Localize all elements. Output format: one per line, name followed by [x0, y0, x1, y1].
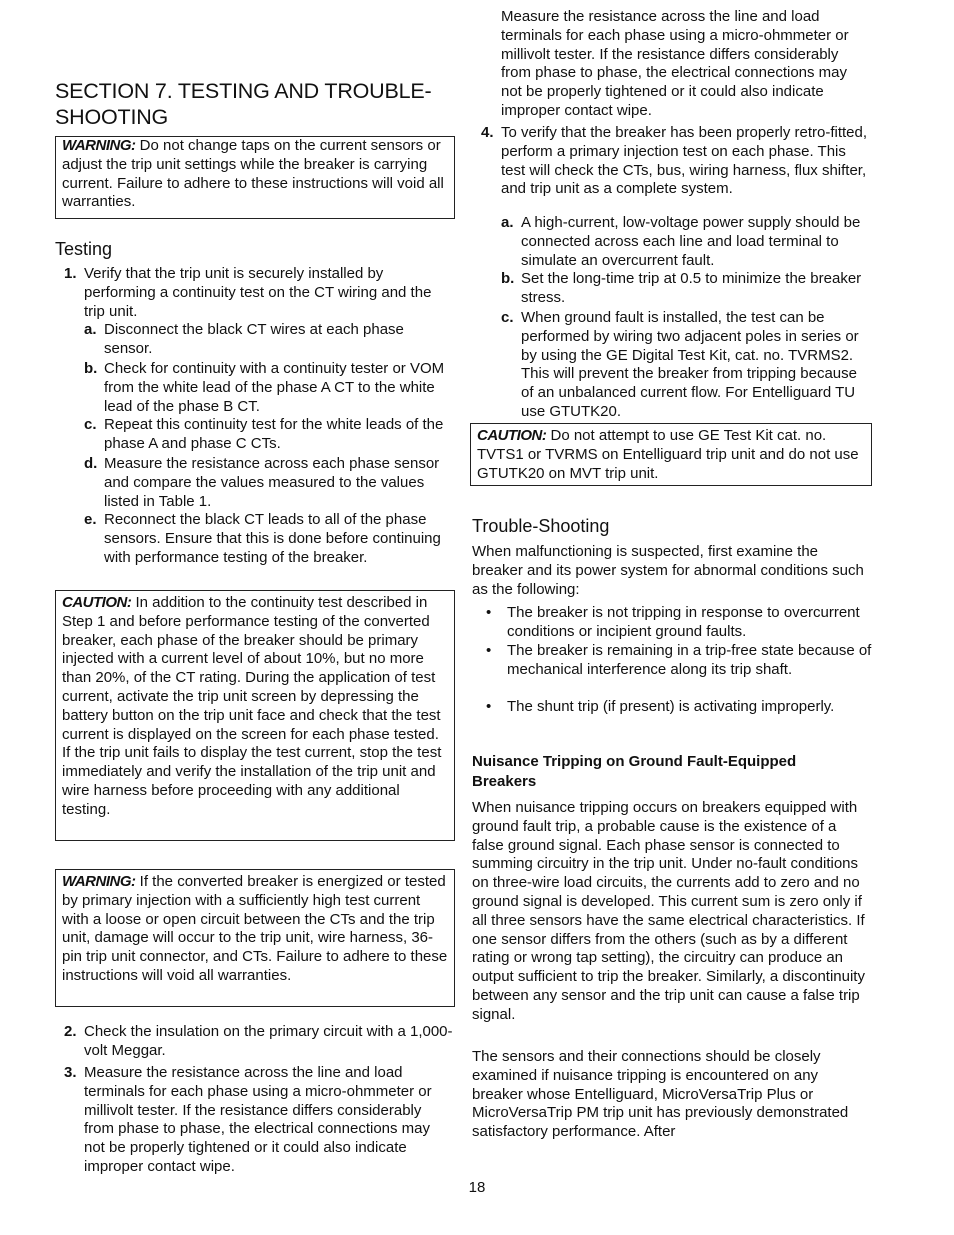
caution-label: CAUTION: — [62, 594, 132, 611]
caution-box-test-kit — [470, 423, 872, 486]
step-3-continued — [501, 8, 872, 121]
substep-text: Disconnect the black CT wires at each phase sensor. — [104, 321, 404, 357]
substep-letter: c. — [84, 416, 97, 433]
substep-4b — [501, 270, 872, 308]
warning-box-energized — [55, 869, 455, 1007]
substep-text: A high-current, low-voltage power supply should be connected across each line and load terminal to simulate an overcurrent fault. — [521, 214, 861, 269]
bullet-text: The shunt trip (if present) is activating improperly. — [507, 698, 835, 715]
step-3 — [64, 1064, 454, 1175]
substep-1c — [84, 416, 454, 454]
substep-text: Measure the resistance across each phase sensor and compare the values measured to the values listed in Table 1. — [104, 455, 440, 510]
step-number: 2. — [64, 1023, 77, 1040]
substep-1a — [84, 321, 454, 359]
bullet-text: The breaker is remaining in a trip-free state because of mechanical interference along its trip shaft. — [507, 642, 872, 678]
caution-text: In addition to the continuity test described in Step 1 and before performance testing of the converted breaker, each phase of the breaker should be primary injected with a current level of about 10%, but no more than 20%, of the CT rating. During the application of test current, activate the trip unit screen by depressing the battery button on the trip unit face and check that the test current is displayed on the screen for each phase tested. If the trip unit fails to display the test current, stop the test immediately and verify the installation of the trip unit and wire harness before proceeding with any additional testing. — [62, 594, 442, 818]
substep-letter: e. — [84, 511, 97, 528]
substep-text: Check for continuity with a continuity tester or VOM from the white lead of the phase A CT to the white lead of the phase B CT. — [104, 360, 445, 415]
section-title: SECTION 7. TESTING AND TROUBLE-SHOOTING — [55, 79, 432, 129]
nuisance-paragraph-1: When nuisance tripping occurs on breakers equipped with ground fault trip, a probable cause is the existence of a false ground signal. Each phase sensor is connected to summing circuitry in the trip unit. Under no-fault conditions on three-wire load circuits, the currents add to zero and no ground signal is developed. This current sum is zero only if all three sensors have the same electrical characteristics. If one sensor differs from the others (such as by a different rating or wrong tap setting), the circuitry can produce an output sufficient to trip the breaker. Similarly, a discontinuity between any sensor and the trip unit can cause a false trip signal. — [472, 799, 865, 1023]
caution-text: Do not attempt to use GE Test Kit cat. no. TVTS1 or TVRMS on Entelliguard trip unit and do not use GTUTK20 on MVT trip unit. — [477, 427, 859, 482]
substep-text: When ground fault is installed, the test can be performed by wiring two adjacent poles in series or by using the GE Digital Test Kit, cat. no. TVRMS2. This will prevent the breaker from tripping because of an unbalanced current flow. For Entelliguard TU use GTUTK20. — [521, 309, 859, 420]
step-1 — [64, 265, 454, 321]
substep-1d — [84, 455, 454, 511]
bullet-icon: • — [486, 604, 492, 621]
bullet-item — [486, 642, 872, 680]
caution-box-continuity — [55, 590, 455, 841]
substep-letter: c. — [501, 309, 514, 326]
warning-label: WARNING: — [62, 137, 136, 154]
nuisance-tripping-heading: Nuisance Tripping on Ground Fault-Equipped Breakers — [472, 753, 797, 790]
step-text: To verify that the breaker has been properly retro-fitted, perform a primary injection test on each phase. This test will check the CTs, bus, wiring harness, flux shifter, and trip unit as a complete system. — [501, 124, 868, 198]
step-4 — [481, 124, 872, 199]
substep-letter: a. — [501, 214, 514, 231]
substep-text: Repeat this continuity test for the white leads of the phase A and phase C CTs. — [104, 416, 444, 452]
substep-text: Set the long-time trip at 0.5 to minimize the breaker stress. — [521, 270, 862, 306]
warning-box-taps — [55, 136, 455, 219]
nuisance-paragraph-2: The sensors and their connections should be closely examined if nuisance tripping is encountered on any breaker whose Entelliguard, MicroVersaTrip Plus or MicroVersaTrip PM trip unit has previously demonstrated satisfactory performance. After — [472, 1048, 849, 1141]
substep-letter: a. — [84, 321, 97, 338]
substep-letter: b. — [84, 360, 98, 377]
bullet-text: The breaker is not tripping in response to overcurrent conditions or incipient ground faults. — [507, 604, 860, 640]
step-number: 1. — [64, 265, 77, 282]
warning-text: If the converted breaker is energized or tested by primary injection with a sufficiently high test current with a loose or open circuit between the CTs and the trip unit, damage will occur to the trip unit, wire harness, 36-pin trip unit connector, and CTs. Failure to adhere to these instructions will void all warranties. — [62, 873, 448, 984]
bullet-icon: • — [486, 698, 492, 715]
substep-4a — [501, 214, 872, 270]
warning-label: WARNING: — [62, 873, 136, 890]
substep-4c — [501, 309, 872, 422]
step-text: Check the insulation on the primary circuit with a 1,000-volt Meggar. — [84, 1023, 453, 1059]
bullet-item — [486, 604, 872, 642]
step-3-continued-text: Measure the resistance across the line and load terminals for each phase using a micro-ohmmeter or millivolt tester. If the resistance differs considerably from phase to phase, the electrical connections may not be properly tightened or it could also indicate improper contact wipe. — [501, 8, 849, 119]
substep-1e — [84, 511, 454, 567]
page-number: 18 — [468, 1179, 486, 1196]
bullet-icon: • — [486, 642, 492, 659]
substep-letter: b. — [501, 270, 515, 287]
step-text: Verify that the trip unit is securely installed by performing a continuity test on the CT wiring and the trip unit. — [84, 265, 432, 320]
step-number: 3. — [64, 1064, 77, 1081]
step-text: Measure the resistance across the line and load terminals for each phase using a micro-ohmmeter or millivolt tester. If the resistance differs considerably from phase to phase, the electrical connections may not be properly tightened or it could also indicate improper contact wipe. — [84, 1064, 432, 1175]
testing-heading: Testing — [55, 239, 113, 259]
caution-label: CAUTION: — [477, 427, 547, 444]
substep-1b — [84, 360, 454, 416]
step-number: 4. — [481, 124, 494, 141]
warning-text: Do not change taps on the current sensors or adjust the trip unit settings while the breaker is carrying current. Failure to adhere to these instructions will void all warranties. — [62, 137, 444, 211]
trouble-intro: When malfunctioning is suspected, first examine the breaker and its power system for abnormal conditions such as the following: — [472, 543, 864, 598]
substep-letter: d. — [84, 455, 98, 472]
trouble-shooting-heading: Trouble-Shooting — [472, 516, 610, 536]
step-2 — [64, 1023, 454, 1061]
bullet-item — [486, 698, 872, 717]
substep-text: Reconnect the black CT leads to all of the phase sensors. Ensure that this is done before continuing with performance testing of the breaker. — [104, 511, 441, 566]
